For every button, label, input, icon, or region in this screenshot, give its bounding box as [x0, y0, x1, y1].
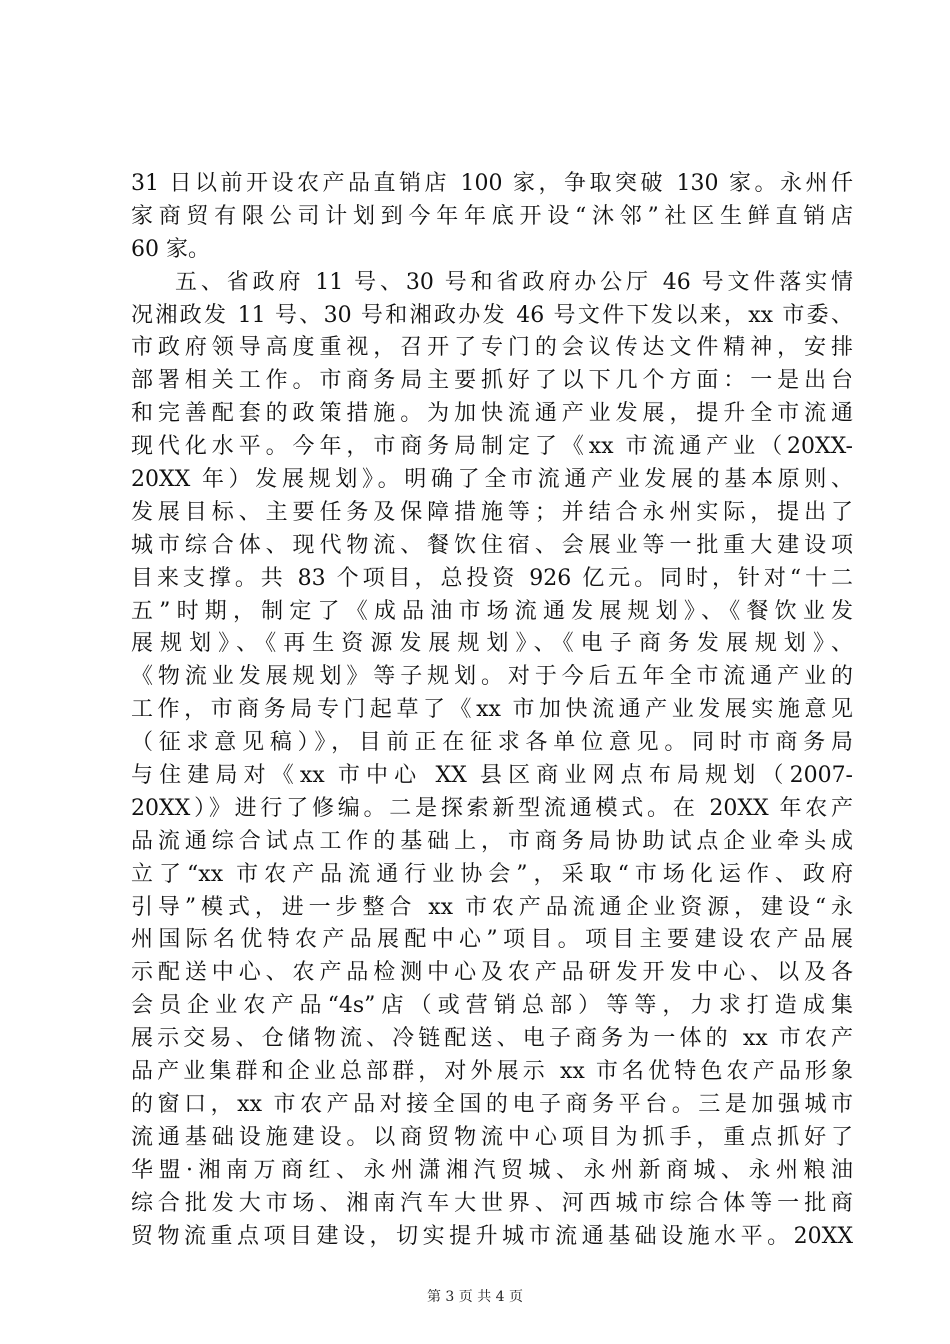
- text-line: 流通基础设施建设。以商贸物流中心项目为抓手，重点抓好了: [131, 1124, 853, 1150]
- text-line: 家商贸有限公司计划到今年年底开设“沐邻”社区生鲜直销店: [131, 203, 853, 229]
- text-line: 五、省政府 11 号、30 号和省政府办公厅 46 号文件落实情: [175, 269, 853, 295]
- text-line: 现代化水平。今年，市商务局制定了《xx 市流通产业（20XX-: [131, 434, 853, 460]
- text-line: （征求意见稿）》，目前正在征求各单位意见。同时市商务局: [131, 730, 853, 756]
- text-line: 贸物流重点项目建设，切实提升城市流通基础设施水平。20XX: [131, 1223, 853, 1249]
- text-line: 综合批发大市场、湘南汽车大世界、河西城市综合体等一批商: [131, 1190, 853, 1216]
- text-line: 发展目标、主要任务及保障措施等；并结合永州实际，提出了: [131, 499, 853, 525]
- page-footer: [0, 1288, 950, 1306]
- text-line: 华盟·湘南万商红、永州潇湘汽贸城、永州新商城、永州粮油: [131, 1157, 853, 1183]
- text-line: 州国际名优特农产品展配中心”项目。项目主要建设农产品展: [131, 927, 853, 953]
- text-line: 立了“xx 市农产品流通行业协会”，采取“市场化运作、政府: [131, 861, 853, 887]
- text-line: 20XX）》进行了修编。二是探索新型流通模式。在 20XX 年农产: [131, 795, 853, 821]
- text-line: 况湘政发 11 号、30 号和湘政办发 46 号文件下发以来，xx 市委、: [131, 302, 853, 328]
- text-line: 60 家。: [131, 236, 210, 262]
- page-number: 第 3 页 共 4 页: [426, 1289, 524, 1305]
- text-line: 品流通综合试点工作的基础上，市商务局协助试点企业牵头成: [131, 828, 853, 854]
- text-line: 部署相关工作。市商务局主要抓好了以下几个方面：一是出台: [131, 368, 853, 394]
- body-text: [131, 168, 853, 1253]
- text-line: 会员企业农产品“4s”店（或营销总部）等等，力求打造成集: [131, 993, 853, 1019]
- text-line: 展规划》、《再生资源发展规划》、《电子商务发展规划》、: [131, 631, 853, 657]
- text-line: 市政府领导高度重视，召开了专门的会议传达文件精神，安排: [131, 335, 853, 361]
- text-line: 20XX 年）发展规划》。明确了全市流通产业发展的基本原则、: [131, 467, 853, 493]
- text-line: 五”时期，制定了《成品油市场流通发展规划》、《餐饮业发: [131, 598, 853, 624]
- text-line: 目来支撑。共 83 个项目，总投资 926 亿元。同时，针对“十二: [131, 565, 853, 591]
- text-line: 31 日以前开设农产品直销店 100 家，争取突破 130 家。永州仟: [131, 171, 853, 196]
- text-line: 与住建局对《xx 市中心 XX 县区商业网点布局规划（2007-: [131, 763, 853, 789]
- text-line: 的窗口，xx 市农产品对接全国的电子商务平台。三是加强城市: [131, 1091, 853, 1117]
- text-line: 城市综合体、现代物流、餐饮住宿、会展业等一批重大建设项: [131, 532, 853, 558]
- text-line: 《物流业发展规划》等子规划。对于今后五年全市流通产业的: [131, 664, 853, 690]
- text-line: 展示交易、仓储物流、冷链配送、电子商务为一体的 xx 市农产: [131, 1026, 853, 1052]
- text-line: 和完善配套的政策措施。为加快流通产业发展，提升全市流通: [131, 401, 853, 427]
- text-line: 工作，市商务局专门起草了《xx 市加快流通产业发展实施意见: [131, 697, 853, 723]
- text-line: 品产业集群和企业总部群，对外展示 xx 市名优特色农产品形象: [131, 1059, 853, 1085]
- text-line: 示配送中心、农产品检测中心及农产品研发开发中心、以及各: [131, 960, 853, 986]
- text-line: 引导”模式，进一步整合 xx 市农产品流通企业资源，建设“永: [131, 894, 853, 920]
